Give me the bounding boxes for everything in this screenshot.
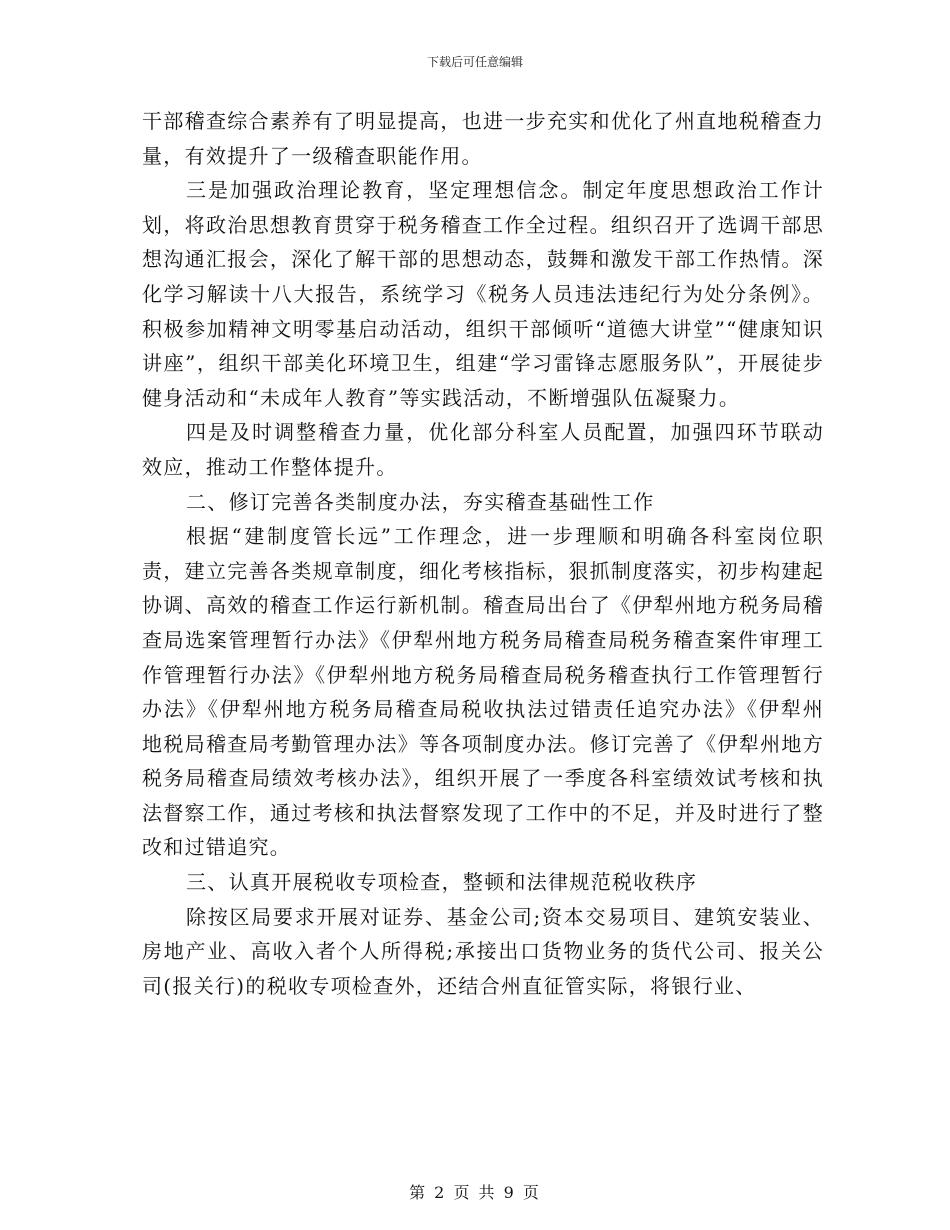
paragraph-3: 四是及时调整稽查力量，优化部分科室人员配置，加强四环节联动效应，推动工作整体提升。 — [142, 420, 824, 479]
page-header: 下载后可任意编辑 — [426, 55, 523, 69]
paragraph-2: 三是加强政治理论教育，坚定理想信念。制定年度思想政治工作计划，将政治思想教育贯穿于税务稽查工作全过程。组织召开了选调干部思想沟通汇报会，深化了解干部的思想动态，鼓舞和激发干部工作热情。深化学习解读十八大报告，系统学习《税务人员违法违纪行为处分条例》。积极参加精神文明零基启动活动，组织干部倾听“道德大讲堂”“健康知识讲座”，组织干部美化环境卫生，组建“学习雷锋志愿服务队”，开展徒步健身活动和“未成年人教育”等实践活动，不断增强队伍凝聚力。 — [142, 178, 824, 410]
page-footer: 第 2 页 共 9 页 — [409, 1183, 541, 1202]
paragraph-1: 干部稽查综合素养有了明显提高，也进一步充实和优化了州直地税稽查力量，有效提升了一级稽查职能作用。 — [142, 109, 824, 168]
document-body — [142, 104, 824, 1003]
paragraph-5: 除按区局要求开展对证券、基金公司;资本交易项目、建筑安装业、房地产业、高收入者个人所得税;承接出口货物业务的货代公司、报关公司(报关行)的税收专项检查外，还结合州直征管实际，将银行业、 — [142, 904, 824, 998]
section-heading-3: 三、认真开展税收专项检查，整顿和法律规范税收秩序 — [186, 870, 698, 895]
paragraph-4: 根据“建制度管长远”工作理念，进一步理顺和明确各科室岗位职责，建立完善各类规章制度，细化考核指标，狠抓制度落实，初步构建起协调、高效的稽查工作运行新机制。稽查局出台了《伊犁州地方税务局稽查局选案管理暂行办法》《伊犁州地方税务局稽查局税务稽查案件审理工作管理暂行办法》《伊犁州地方税务局稽查局税务稽查执行工作管理暂行办法》《伊犁州地方税务局稽查局税收执法过错责任追究办法》《伊犁州地税局稽查局考勤管理办法》等各项制度办法。修订完善了《伊犁州地方税务局稽查局绩效考核办法》，组织开展了一季度各科室绩效试考核和执法督察工作，通过考核和执法督察发现了工作中的不足，并及时进行了整改和过错追究。 — [142, 524, 824, 860]
section-heading-2: 二、修订完善各类制度办法，夯实稽查基础性工作 — [186, 489, 655, 514]
